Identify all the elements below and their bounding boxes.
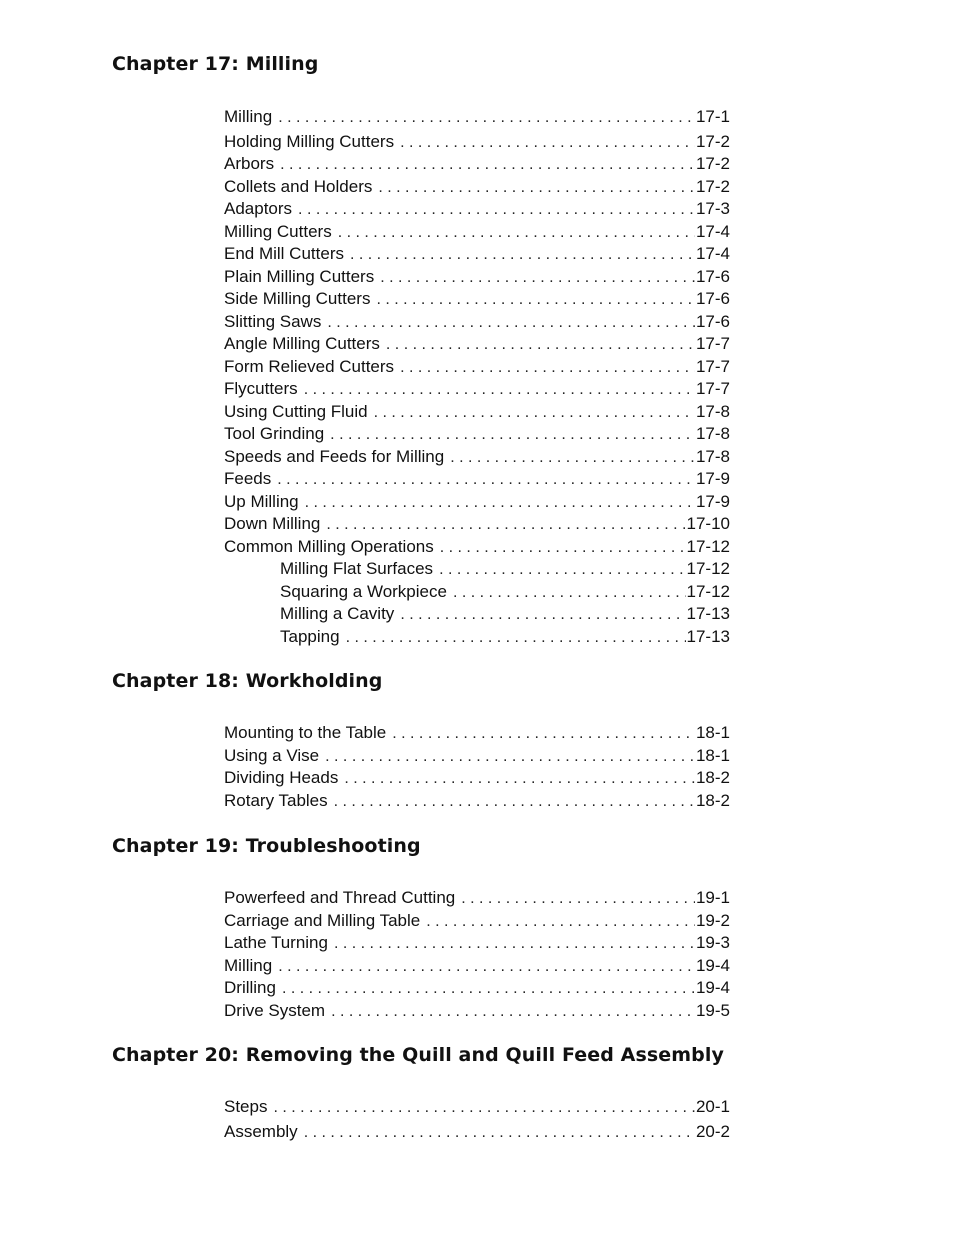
dot-leader [278, 956, 695, 978]
chapter-title: Chapter 19: Troubleshooting [112, 835, 421, 857]
toc-entry[interactable] [224, 131, 730, 153]
toc-entry-title: Lathe Turning [224, 933, 328, 952]
toc-entry[interactable] [224, 887, 730, 909]
toc-entry[interactable] [224, 910, 730, 932]
toc-entry-page: 19-5 [695, 1000, 730, 1020]
toc-entry-page: 17-7 [695, 379, 730, 398]
toc-entry-title: Down Milling [224, 514, 321, 533]
dot-leader [298, 199, 695, 221]
toc-subentry[interactable] [280, 581, 730, 603]
toc-subentry[interactable] [280, 626, 730, 648]
toc-entry-page: 17-10 [686, 514, 730, 533]
dot-leader [304, 1122, 695, 1144]
dot-leader [327, 312, 695, 334]
toc-entry-title: Assembly [224, 1121, 298, 1141]
dot-leader [305, 492, 695, 514]
toc-entry-page: 17-8 [695, 401, 730, 421]
toc-entry-title: Slitting Saws [224, 311, 322, 331]
dot-leader [439, 559, 685, 581]
toc-entry[interactable] [224, 491, 730, 513]
toc-entry-title: Milling a Cavity [280, 604, 395, 623]
toc-entry-title: Milling Cutters [224, 221, 332, 241]
toc-entry-page: 17-8 [695, 424, 730, 443]
dot-leader [326, 514, 685, 536]
toc-entry-page: 17-4 [695, 244, 730, 263]
toc-entry-title: Common Milling Operations [224, 536, 434, 556]
toc-entry-page: 17-6 [695, 289, 730, 308]
toc-entry-page: 17-7 [695, 334, 730, 353]
dot-leader [350, 244, 695, 266]
toc-entry-title: Side Milling Cutters [224, 289, 371, 308]
toc-entry-page: 17-9 [695, 469, 730, 488]
toc-entry-page: 17-9 [695, 491, 730, 511]
toc-entry-title: Adaptors [224, 199, 293, 218]
toc-entry-page: 17-12 [686, 581, 730, 601]
toc-entry-page: 17-6 [695, 311, 730, 331]
dot-leader [277, 469, 695, 491]
toc-entry-page: 17-2 [695, 154, 730, 173]
toc-entry[interactable] [224, 333, 730, 355]
dot-leader [461, 888, 695, 910]
toc-entry-title: Milling [224, 107, 273, 126]
dot-leader [386, 334, 695, 356]
toc-entry[interactable] [224, 468, 730, 490]
toc-entry-page: 18-1 [695, 723, 730, 742]
toc-entry-title: Using Cutting Fluid [224, 401, 368, 421]
toc-entry-page: 17-1 [695, 107, 730, 126]
dot-leader [440, 537, 686, 559]
dot-leader [400, 604, 685, 626]
toc-entry[interactable] [224, 722, 730, 744]
toc-entry[interactable] [224, 932, 730, 954]
toc-entry-title: Milling Flat Surfaces [280, 559, 434, 578]
toc-entry-title: Tool Grinding [224, 424, 325, 443]
toc-entry[interactable] [224, 513, 730, 535]
toc-entry-page: 17-8 [695, 446, 730, 466]
toc-entry[interactable] [224, 401, 730, 423]
toc-entry-title: Holding Milling Cutters [224, 131, 395, 151]
toc-entry-title: End Mill Cutters [224, 244, 344, 263]
toc-entry-page: 20-1 [695, 1097, 730, 1116]
toc-entry-page: 17-3 [695, 199, 730, 218]
dot-leader [344, 768, 695, 790]
toc-entry-title: Powerfeed and Thread Cutting [224, 888, 456, 907]
toc-entry[interactable] [224, 1000, 730, 1022]
toc-entry-title: Rotary Tables [224, 790, 328, 810]
toc-entry-page: 19-2 [695, 910, 730, 930]
dot-leader [331, 1001, 695, 1023]
toc-entry-title: Steps [224, 1097, 268, 1116]
toc-entry-title: Drive System [224, 1000, 326, 1020]
toc-entry[interactable] [224, 536, 730, 558]
toc-entry[interactable] [224, 955, 730, 977]
toc-entry[interactable] [224, 266, 730, 288]
dot-leader [376, 289, 695, 311]
toc-entry-page: 17-7 [695, 356, 730, 376]
toc-entry[interactable] [224, 1121, 730, 1143]
dot-leader [334, 933, 695, 955]
toc-entry[interactable] [224, 745, 730, 767]
toc-entry-page: 17-2 [695, 131, 730, 151]
toc-entry[interactable] [224, 446, 730, 468]
toc-entry-title: Feeds [224, 469, 272, 488]
toc-entry-page: 19-4 [695, 955, 730, 975]
dot-leader [426, 911, 695, 933]
toc-entry[interactable] [224, 288, 730, 310]
toc-entry[interactable] [224, 423, 730, 445]
dot-leader [338, 222, 695, 244]
dot-leader [273, 1097, 694, 1119]
toc-entry[interactable] [224, 243, 730, 265]
dot-leader [450, 447, 695, 469]
dot-leader [453, 582, 686, 604]
toc-entry-title: Form Relieved Cutters [224, 356, 395, 376]
dot-leader [374, 402, 695, 424]
dot-leader [280, 154, 695, 176]
dot-leader [346, 627, 686, 649]
toc-entry-page: 19-3 [695, 933, 730, 952]
toc-entry-page: 17-6 [695, 266, 730, 286]
dot-leader [330, 424, 695, 446]
toc-entry-page: 17-13 [686, 604, 730, 623]
dot-leader [282, 978, 695, 1000]
toc-entry[interactable] [224, 790, 730, 812]
toc-entry-title: Using a Vise [224, 745, 320, 765]
dot-leader [400, 357, 695, 379]
toc-entry[interactable] [224, 106, 730, 128]
toc-entry-page: 17-4 [695, 221, 730, 241]
toc-entry-page: 19-4 [695, 978, 730, 997]
toc-entry-title: Milling [224, 955, 273, 975]
chapter-title: Chapter 17: Milling [112, 53, 319, 75]
toc-entry-title: Up Milling [224, 491, 299, 511]
toc-entry-page: 17-12 [686, 559, 730, 578]
toc-entry[interactable] [224, 176, 730, 198]
toc-entry[interactable] [224, 153, 730, 175]
toc-entry[interactable] [224, 356, 730, 378]
toc-entry-title: Speeds and Feeds for Milling [224, 446, 445, 466]
dot-leader [304, 379, 695, 401]
toc-entry[interactable] [224, 221, 730, 243]
toc-entry-page: 20-2 [695, 1121, 730, 1141]
toc-entry-title: Tapping [280, 626, 340, 646]
toc-entry-title: Squaring a Workpiece [280, 581, 447, 601]
toc-entry[interactable] [224, 767, 730, 789]
toc-subentry[interactable] [280, 558, 730, 580]
toc-entry[interactable] [224, 311, 730, 333]
chapter-title: Chapter 20: Removing the Quill and Quill Feed Assembly [112, 1044, 724, 1066]
toc-entry-page: 19-1 [695, 888, 730, 907]
toc-entry-title: Mounting to the Table [224, 723, 387, 742]
toc-entry[interactable] [224, 378, 730, 400]
toc-entry-page: 17-13 [686, 626, 730, 646]
toc-entry[interactable] [224, 198, 730, 220]
dot-leader [334, 791, 695, 813]
toc-entry-title: Carriage and Milling Table [224, 910, 421, 930]
toc-entry-title: Arbors [224, 154, 275, 173]
dot-leader [400, 132, 695, 154]
toc-entry-title: Dividing Heads [224, 768, 339, 787]
dot-leader [378, 177, 695, 199]
toc-entry-page: 18-2 [695, 768, 730, 787]
dot-leader [325, 746, 695, 768]
dot-leader [278, 107, 695, 129]
dot-leader [392, 723, 695, 745]
toc-entry[interactable] [224, 1096, 730, 1118]
toc-subentry[interactable] [280, 603, 730, 625]
toc-entry-title: Drilling [224, 978, 276, 997]
toc-entry[interactable] [224, 977, 730, 999]
dot-leader [380, 267, 695, 289]
toc-entry-title: Plain Milling Cutters [224, 266, 375, 286]
toc-entry-page: 18-1 [695, 745, 730, 765]
toc-entry-page: 18-2 [695, 790, 730, 810]
chapter-title: Chapter 18: Workholding [112, 670, 383, 692]
toc-entry-page: 17-2 [695, 176, 730, 196]
toc-entry-title: Flycutters [224, 379, 298, 398]
toc-entry-page: 17-12 [686, 536, 730, 556]
toc-entry-title: Collets and Holders [224, 176, 373, 196]
toc-entry-title: Angle Milling Cutters [224, 334, 380, 353]
